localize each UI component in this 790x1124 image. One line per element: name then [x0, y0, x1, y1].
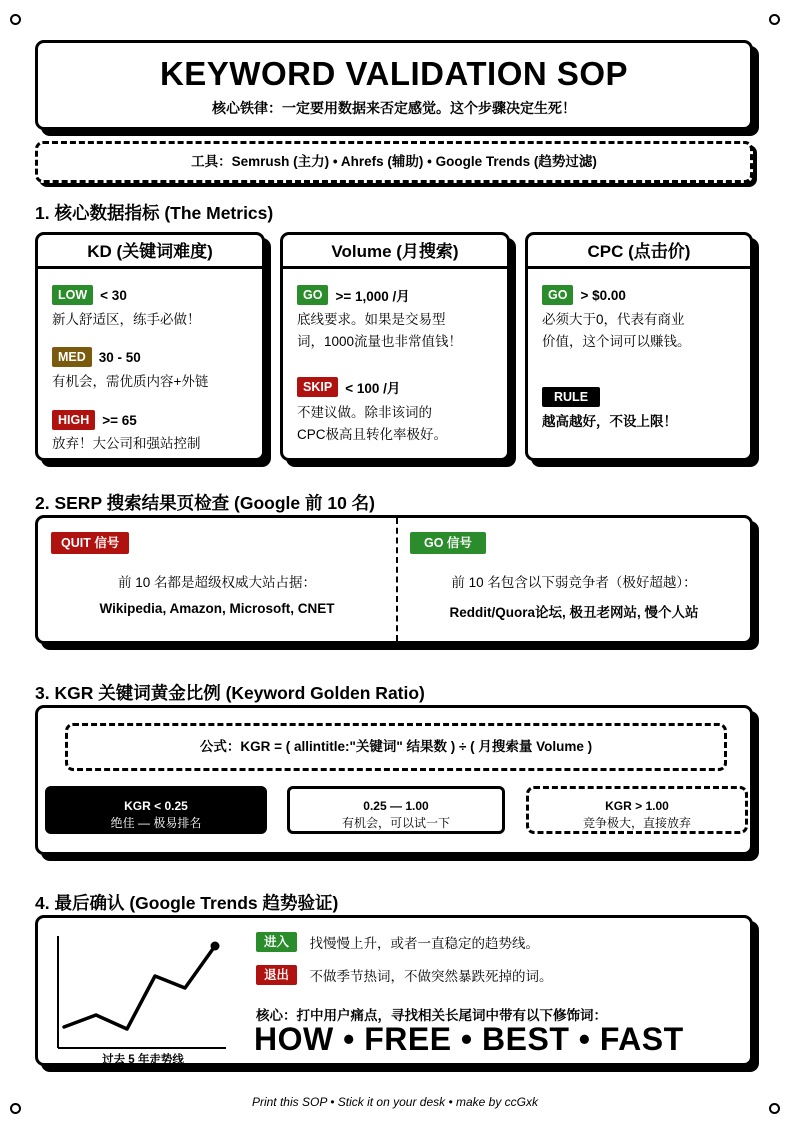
- page-title: KEYWORD VALIDATION SOP: [159, 55, 629, 92]
- kd-med-row: [52, 347, 141, 367]
- volume-skip-value: < 100 /月: [345, 381, 401, 396]
- volume-skip-desc-2: CPC极高且转化率极好。: [297, 427, 448, 442]
- trends-box: [35, 915, 753, 1066]
- volume-skip-tag: SKIP: [297, 377, 338, 397]
- serp-box: [35, 515, 753, 644]
- kd-low-value: < 30: [100, 287, 127, 303]
- trends-enter-text: 找慢慢上升，或者一直稳定的趋势线。: [309, 936, 539, 951]
- trends-core-text: 核心：打中用户痛点，寻找相关长尾词中带有以下修饰词：: [256, 1008, 607, 1023]
- cpc-rule-row: [542, 387, 600, 407]
- section-trends-title: 4. 最后确认 (Google Trends 趋势验证): [35, 893, 339, 913]
- kd-low-desc: 新人舒适区，练手必做！: [52, 312, 201, 327]
- kgr-level-best-label: KGR < 0.25: [124, 799, 188, 813]
- volume-go-row: [297, 285, 410, 305]
- cpc-card-header: CPC (点击价): [528, 235, 750, 269]
- volume-card: [280, 232, 510, 461]
- trend-chart-icon: [50, 928, 240, 1058]
- trends-exit-text: 不做季节热词，不做突然暴跌死掉的词。: [309, 969, 553, 984]
- kd-high-tag: HIGH: [52, 410, 95, 430]
- cpc-go-tag: GO: [542, 285, 573, 305]
- cpc-go-desc-2: 价值，这个词可以赚钱。: [542, 334, 691, 349]
- volume-skip-row: [297, 377, 400, 397]
- cpc-go-desc-1: 必须大于0，代表有商业: [542, 312, 685, 327]
- kgr-level-best: [45, 786, 267, 834]
- trends-exit-row: [256, 965, 552, 985]
- kgr-level-mid: [287, 786, 505, 834]
- volume-skip-desc-1: 不建议做。除非该词的: [297, 405, 432, 420]
- header-box: [35, 40, 753, 130]
- kgr-formula-box: [65, 723, 727, 771]
- volume-card-header: Volume (月搜索): [283, 235, 507, 269]
- serp-go-line-2: Reddit/Quora论坛, 极丑老网站, 慢个人站: [449, 605, 699, 620]
- serp-quit-line-1: 前 10 名都是超级权威大站占据：: [117, 575, 317, 590]
- kgr-level-mid-label: 0.25 — 1.00: [363, 799, 429, 813]
- kgr-level-bad-label: KGR > 1.00: [605, 799, 669, 813]
- kd-low-tag: LOW: [52, 285, 93, 305]
- kd-card: [35, 232, 265, 461]
- kd-med-desc: 有机会，需优质内容+外链: [52, 374, 209, 389]
- cpc-rule-desc: 越高越好，不设上限！: [542, 414, 677, 429]
- trends-enter-row: [256, 932, 539, 952]
- kd-high-desc: 放弃！大公司和强站控制: [52, 436, 201, 451]
- page-subtitle: 核心铁律：一定要用数据来否定感觉。这个步骤决定生死！: [212, 100, 576, 116]
- trends-enter-tag: 进入: [256, 932, 297, 952]
- serp-quit-line-2: Wikipedia, Amazon, Microsoft, CNET: [99, 601, 335, 616]
- section-metrics-title: 1. 核心数据指标 (The Metrics): [35, 203, 274, 223]
- kgr-level-bad: [526, 786, 748, 834]
- trends-exit-tag: 退出: [256, 965, 297, 985]
- cpc-rule-tag: RULE: [542, 387, 600, 407]
- cpc-go-value: > $0.00: [580, 287, 626, 303]
- trend-chart-caption: 过去 5 年走势线: [102, 1054, 184, 1066]
- serp-quit-tag: QUIT 信号: [51, 532, 129, 554]
- kd-card-header: KD (关键词难度): [38, 235, 262, 269]
- section-kgr-title: 3. KGR 关键词黄金比例 (Keyword Golden Ratio): [35, 683, 425, 703]
- kd-high-row: [52, 410, 137, 430]
- kd-med-value: 30 - 50: [98, 349, 141, 365]
- trends-big-words: HOW • FREE • BEST • FAST: [254, 1021, 684, 1057]
- kgr-level-best-desc: 绝佳 — 极易排名: [110, 816, 202, 830]
- serp-go-line-1: 前 10 名包含以下弱竞争者（极好超越）：: [451, 575, 697, 590]
- corner-hole-top-left: [10, 14, 21, 25]
- kgr-level-mid-desc: 有机会，可以试一下: [341, 816, 450, 830]
- corner-hole-top-right: [769, 14, 780, 25]
- volume-go-desc-2: 词，1000流量也非常值钱！: [297, 334, 463, 349]
- kgr-formula: 公式：KGR = ( allintitle:"关键词" 结果数 ) ÷ ( 月搜索量 Volume ): [199, 739, 593, 754]
- volume-go-desc-1: 底线要求。如果是交易型: [297, 312, 446, 327]
- tools-text: 工具：Semrush (主力) • Ahrefs (辅助) • Google Trends (趋势过滤): [191, 154, 597, 169]
- section-serp-title: 2. SERP 搜索结果页检查 (Google 前 10 名): [35, 493, 376, 513]
- volume-go-tag: GO: [297, 285, 328, 305]
- kd-med-tag: MED: [52, 347, 92, 367]
- volume-go-value: >= 1,000 /月: [335, 289, 410, 304]
- kgr-level-bad-desc: 竞争极大，直接放弃: [582, 816, 691, 830]
- kd-low-row: [52, 285, 127, 305]
- page-footer: Print this SOP • Stick it on your desk • make by ccGxk: [251, 1095, 539, 1109]
- serp-go-tag: GO 信号: [410, 532, 486, 554]
- tools-box: [35, 141, 753, 183]
- kd-high-value: >= 65: [102, 412, 137, 428]
- kgr-box: [35, 705, 753, 855]
- cpc-card: [525, 232, 753, 461]
- cpc-go-row: [542, 285, 626, 305]
